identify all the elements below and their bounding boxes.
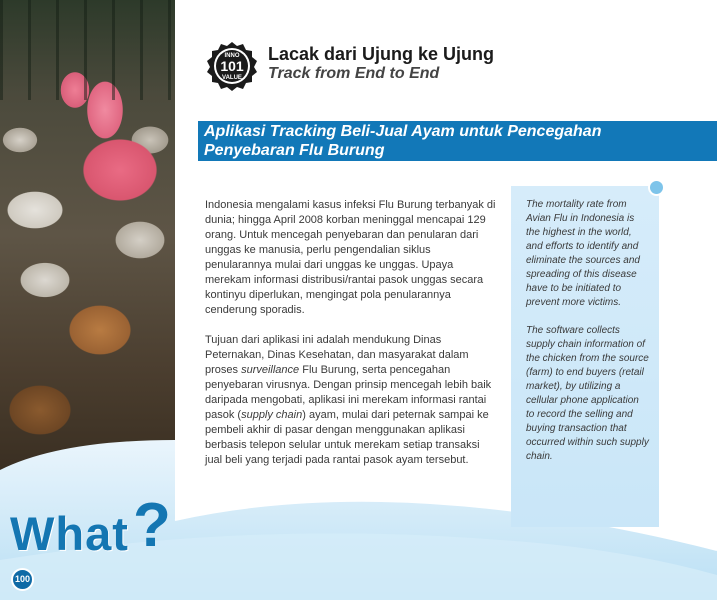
inno-value-badge (207, 41, 257, 91)
header-title: Lacak dari Ujung ke Ujung (268, 44, 495, 64)
badge-line1: INNO (224, 53, 240, 59)
section-title-line1: Aplikasi Tracking Beli-Jual Ayam untuk Pencegahan (204, 123, 602, 140)
sidebar-text (526, 198, 649, 478)
section-title (204, 122, 601, 160)
badge-line2: 101 (220, 58, 244, 74)
body-p2-text-b: Flu Burung, serta pencegahan penyebaran virusnya. Dengan prinsip mencegah lebih baik daripada mengobati, aplikasi ini merekam informasi rantai pasok ( (205, 364, 492, 421)
body-p2-italic-2: supply chain (241, 409, 303, 421)
body-text (205, 198, 497, 483)
sidebar-paragraph-1: The mortality rate from Avian Flu in Indonesia is the highest in the world, and efforts to identify and eliminate the sources and spreading of this disease have to be initiated to prevent more victims. (526, 199, 640, 308)
sidebar-dot-decoration (648, 179, 665, 196)
body-p2-italic-1: surveillance (241, 364, 300, 376)
sidebar-paragraph-2: The software collects supply chain information of the chicken from the source (farm) to end buyers (retail market), by utilizing a cellular phone application to record the selling and buying transaction that occurred within such supply chain. (526, 325, 649, 462)
body-p2-text-c: ) ayam, mulai dari peternak sampai ke pembeli akhir di pasar dengan menggunakan aplikasi berbasis telepon selular untuk merekam setiap transaksi jual beli yang terjadi pada rantai pasok ayam tersebut. (205, 409, 489, 466)
section-title-line2: Penyebaran Flu Burung (204, 142, 385, 159)
what-heading: What (10, 507, 129, 560)
body-p2-text-a: Tujuan dari aplikasi ini adalah mendukung Dinas Peternakan, Dinas Kesehatan, dan masyarakat dalam proses (205, 334, 469, 376)
header-subtitle: Track from End to End (268, 65, 440, 82)
english-summary-sidebar (511, 186, 659, 527)
page-number: 100 (11, 568, 34, 591)
question-mark: ? (133, 491, 171, 560)
section-title-bar (198, 121, 717, 161)
badge-line3: VALUE (222, 75, 242, 81)
body-paragraph-2 (205, 333, 497, 468)
body-paragraph-1: Indonesia mengalami kasus infeksi Flu Burung terbanyak di dunia; hingga April 2008 korban meninggal mencapai 129 orang. Untuk mencegah penyebaran dan penularan dari unggas ke manusia, perlu pengendalian siklus penularannya mulai dari unggas ke unggas. Upaya merekam informasi distribusi/rantai pasok unggas secara kontinyu diperlukan, mengingat pola penularannya cenderung sporadis. (205, 199, 496, 316)
